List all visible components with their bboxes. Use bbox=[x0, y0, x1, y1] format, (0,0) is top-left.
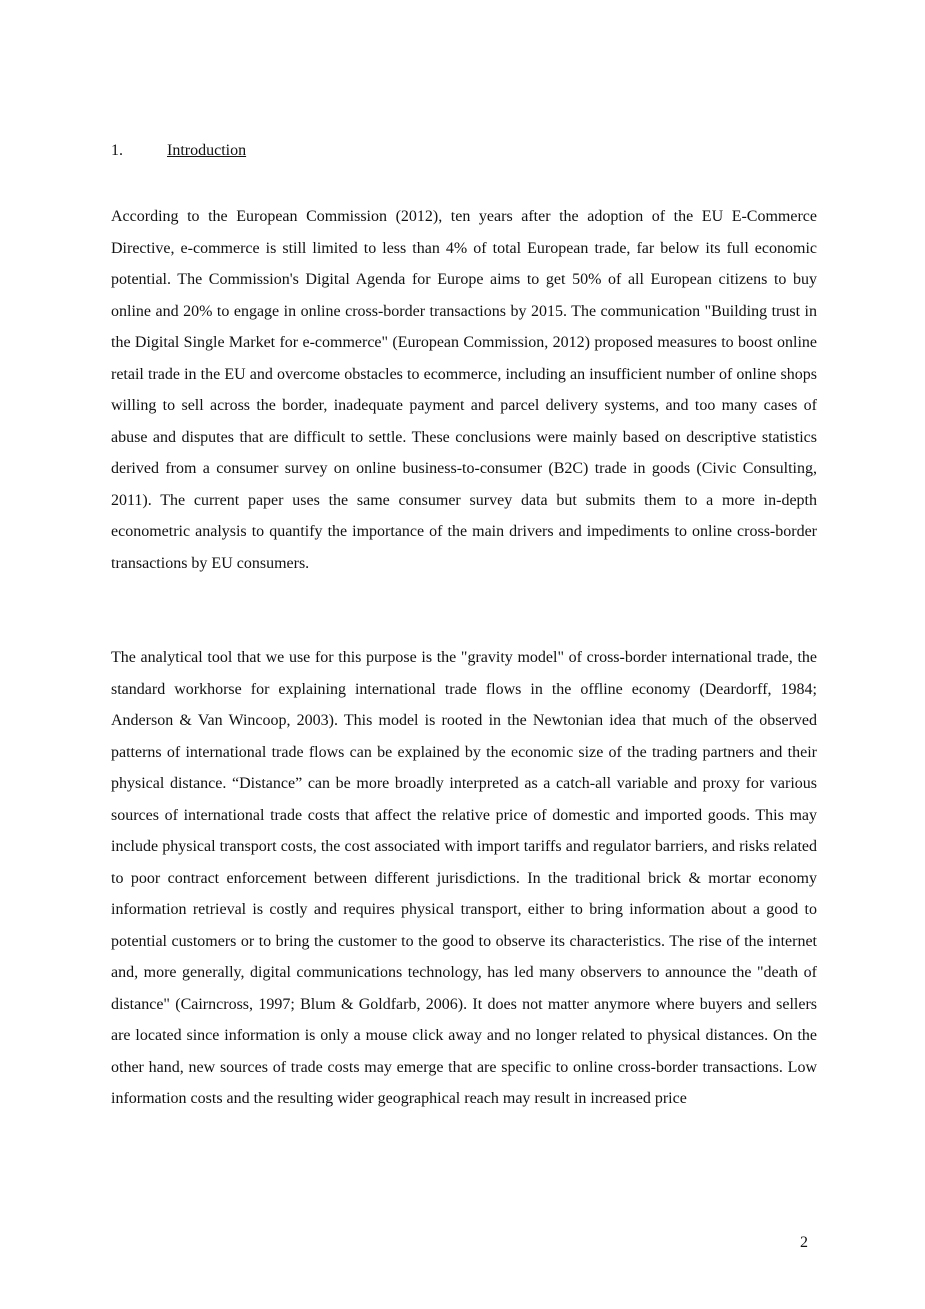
section-heading bbox=[111, 142, 246, 160]
paragraph-gravity-model: The analytical tool that we use for this purpose is the "gravity model" of cross-border international trade, the standard workhorse for explaining international trade flows in the offline economy (Deardorff, 1984; Anderson & Van Wincoop, 2003). This model is rooted in the Newtonian idea that much of the observed patterns of international trade flows can be explained by the economic size of the trading partners and their physical distance. “Distance” can be more broadly interpreted as a catch-all variable and proxy for various sources of international trade costs that affect the relative price of domestic and imported goods. This may include physical transport costs, the cost associated with import tariffs and regulator barriers, and risks related to poor contract enforcement between different jurisdictions. In the traditional brick & mortar economy information retrieval is costly and requires physical transport, either to bring information about a good to potential customers or to bring the customer to the good to observe its characteristics. The rise of the internet and, more generally, digital communications technology, has led many observers to announce the "death of distance" (Cairncross, 1997; Blum & Goldfarb, 2006). It does not matter anymore where buyers and sellers are located since information is only a mouse click away and no longer related to physical distances. On the other hand, new sources of trade costs may emerge that are specific to online cross-border transactions. Low information costs and the resulting wider geographical reach may result in increased price bbox=[111, 649, 817, 1107]
section-title: Introduction bbox=[167, 142, 247, 159]
section-number: 1. bbox=[111, 142, 123, 159]
paragraph-intro: According to the European Commission (2012), ten years after the adoption of the EU E-Commerce Directive, e-commerce is still limited to less than 4% of total European trade, far below its full economic potential. The Commission's Digital Agenda for Europe aims to get 50% of all European citizens to buy online and 20% to engage in online cross-border transactions by 2015. The communication "Building trust in the Digital Single Market for e-commerce" (European Commission, 2012) proposed measures to boost online retail trade in the EU and overcome obstacles to ecommerce, including an insufficient number of online shops willing to sell across the border, inadequate payment and parcel delivery systems, and too many cases of abuse and disputes that are difficult to settle. These conclusions were mainly based on descriptive statistics derived from a consumer survey on online business-to-consumer (B2C) trade in goods (Civic Consulting, 2011). The current paper uses the same consumer survey data but submits them to a more in-depth econometric analysis to quantify the importance of the main drivers and impediments to online cross-border transactions by EU consumers. bbox=[111, 208, 817, 572]
page-number: 2 bbox=[800, 1234, 808, 1251]
